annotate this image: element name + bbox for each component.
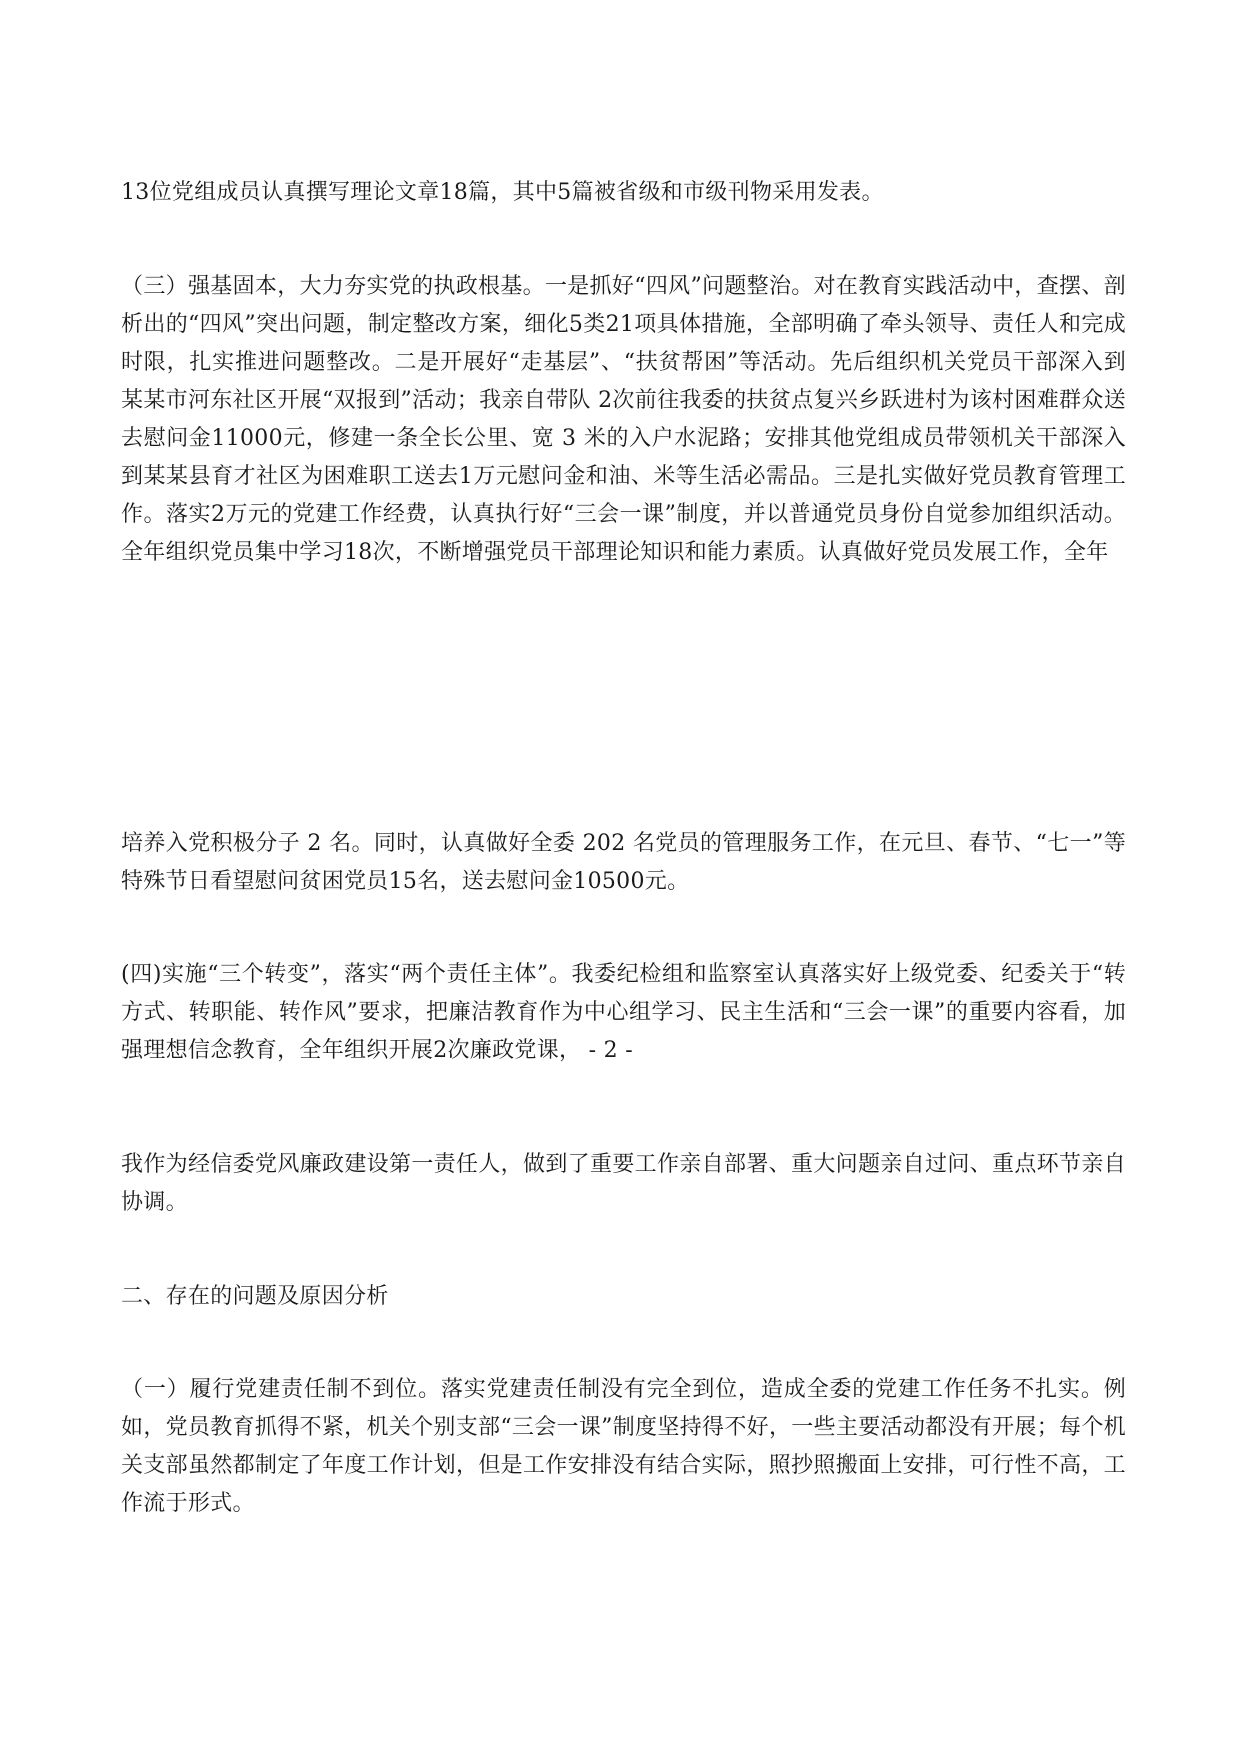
paragraph-problem-one: （一）履行党建责任制不到位。落实党建责任制没有完全到位，造成全委的党建工作任务不扎实。例如，党员教育抓得不紧，机关个别支部“三会一课”制度坚持得不好，一些主要活动都没有开展；每个机关支部虽然都制定了年度工作计划，但是工作安排没有结合实际，照抄照搬面上安排，可行性不高，工作流于形式。	[121, 1377, 1126, 1516]
paragraph-activist-training: 培养入党积极分子 2 名。同时，认真做好全委 202 名党员的管理服务工作，在元旦、春节、“七一”等特殊节日看望慰问贫困党员15名，送去慰问金10500元。	[121, 831, 1126, 894]
section-heading-problems: 二、存在的问题及原因分析	[121, 1284, 389, 1309]
paragraph-first-responsible: 我作为经信委党风廉政建设第一责任人，做到了重要工作亲自部署、重大问题亲自过问、重点环节亲自协调。	[121, 1152, 1126, 1215]
paragraph-section-three: （三）强基固本，大力夯实党的执政根基。一是抓好“四风”问题整治。对在教育实践活动中，查摆、剖析出的“四风”突出问题，制定整改方案，细化5类21项具体措施，全部明确了牵头领导、责任人和完成时限，扎实推进问题整改。二是开展好“走基层”、“扶贫帮困”等活动。先后组织机关党员干部深入到某某市河东社区开展“双报到”活动；我亲自带队 2次前往我委的扶贫点复兴乡跃进村为该村困难群众送去慰问金11000元，修建一条全长公里、宽 3 米的入户水泥路；安排其他党组成员带领机关干部深入到某某县育才社区为困难职工送去1万元慰问金和油、米等生活必需品。三是扎实做好党员教育管理工作。落实2万元的党建工作经费，认真执行好“三会一课”制度，并以普通党员身份自觉参加组织活动。全年组织党员集中学习18次，不断增强党员干部理论知识和能力素质。认真做好党员发展工作，全年	[121, 274, 1126, 565]
paragraph-section-four: (四)实施“三个转变”，落实“两个责任主体”。我委纪检组和监察室认真落实好上级党委、纪委关于“转方式、转职能、转作风”要求，把廉洁教育作为中心组学习、民主生活和“三会一课”的重要内容看，加强理想信念教育，全年组织开展2次廉政党课， - 2 -	[121, 962, 1126, 1063]
paragraph-theory-articles: 13位党组成员认真撰写理论文章18篇，其中5篇被省级和市级刊物采用发表。	[121, 180, 884, 205]
